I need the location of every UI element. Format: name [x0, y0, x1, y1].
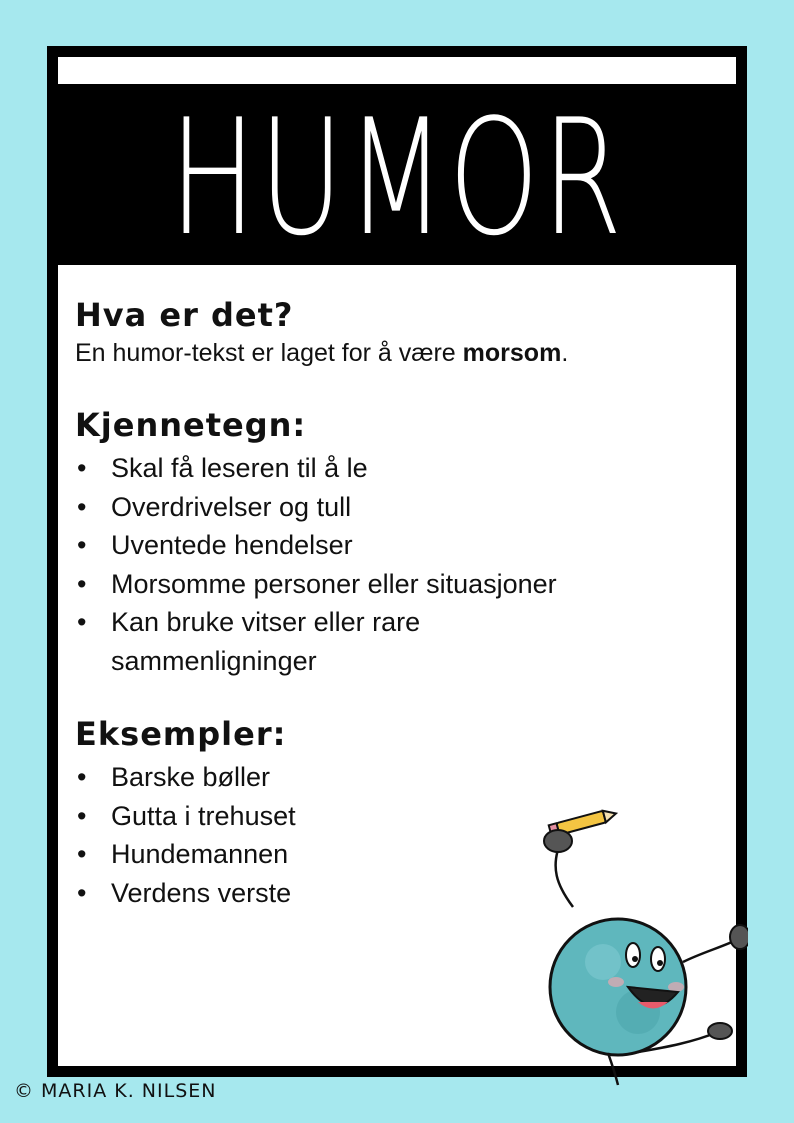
definition-heading: Hva er det? — [75, 296, 294, 334]
examples-heading: Eksempler: — [75, 715, 287, 753]
definition-text-end: . — [561, 339, 569, 367]
copyright-credit: © MARIA K. NILSEN — [14, 1080, 217, 1102]
features-list-item: • Overdrivelser og tull — [75, 488, 716, 527]
examples-list-item: • Hundemannen — [75, 835, 716, 874]
features-list-item: • Uventede hendelser — [75, 526, 716, 565]
poster-body — [58, 57, 736, 1066]
features-list-item: • Kan bruke vitser eller rare sammenligninger — [75, 603, 541, 680]
features-heading: Kjennetegn: — [75, 406, 307, 444]
features-list — [75, 449, 716, 680]
page-title: HUMOR — [169, 83, 625, 271]
definition-text — [75, 337, 716, 369]
examples-list-item: • Barske bøller — [75, 758, 716, 797]
features-list-item: • Skal få leseren til å le — [75, 449, 716, 488]
features-list-item: • Morsomme personer eller situasjoner — [75, 565, 716, 604]
poster-frame — [47, 46, 747, 1077]
smiling-ball-character-icon — [518, 787, 748, 1087]
examples-list-item: • Gutta i trehuset — [75, 797, 716, 836]
examples-list-item: • Verdens verste — [75, 874, 716, 913]
title-banner — [58, 83, 736, 271]
definition-text-bold: morsom — [462, 339, 562, 367]
definition-text-start: En humor-tekst er laget for å være — [75, 339, 463, 367]
